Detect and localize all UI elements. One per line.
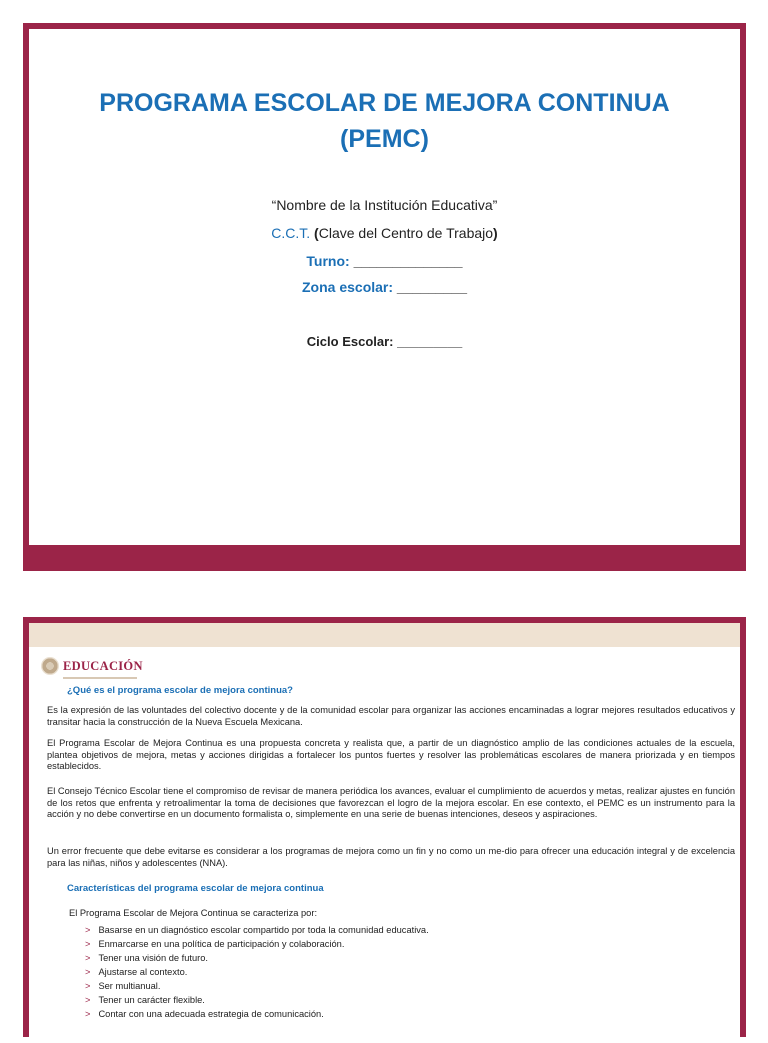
cover-page-body xyxy=(29,29,740,545)
chevron-right-icon: > xyxy=(85,967,91,977)
content-page xyxy=(23,617,746,1037)
paragraph-2: El Programa Escolar de Mejora Continua es una propuesta concreta y realista que, a partir de un diagnóstico amplio de las condiciones actuales de la escuela, plantea objetivos de mejora, metas y acciones dirigidas a fortalecer los puntos fuertes y resolver las problemáticas escolares de manera priorizada y en tiempos establecidos. xyxy=(47,738,735,772)
chevron-right-icon: > xyxy=(85,939,91,949)
list-item: > Enmarcarse en una política de participación y colaboración. xyxy=(85,939,345,949)
list-item: > Tener un carácter flexible. xyxy=(85,995,205,1005)
turno-label: Turno: xyxy=(306,253,350,269)
ciclo-label: Ciclo Escolar: xyxy=(306,334,394,349)
chevron-right-icon: > xyxy=(85,981,91,991)
turno-blank: ______________ xyxy=(353,253,463,269)
ciclo-blank: _________ xyxy=(397,334,463,349)
cct-close-paren: ) xyxy=(493,225,498,241)
chevron-right-icon: > xyxy=(85,953,91,963)
logo-text: EDUCACIÓN xyxy=(63,658,143,673)
characteristics-list xyxy=(85,923,429,1021)
section-heading-characteristics: Características del programa escolar de mejora continua xyxy=(67,883,324,894)
list-item: > Ajustarse al contexto. xyxy=(85,967,188,977)
paragraph-1: Es la expresión de las voluntades del colectivo docente y de la comunidad escolar para organizar las acciones encaminadas a lograr mejores resultados educativos y transitar hacia la construcción de la Nueva Escuela Mexicana. xyxy=(47,705,735,727)
cover-title-line1: PROGRAMA ESCOLAR DE MEJORA CONTINUA xyxy=(99,89,670,117)
cover-title xyxy=(29,85,740,157)
zona-label: Zona escolar: xyxy=(302,279,394,295)
ciclo-line xyxy=(29,334,740,349)
zona-line xyxy=(29,279,740,295)
paragraph-4: Un error frecuente que debe evitarse es considerar a los programas de mejora como un fin y no como un me-dio para ofrecer una educación integral y de excelencia para las niñas, niños y adolescentes (NNA). xyxy=(47,846,735,868)
cct-line xyxy=(29,225,740,241)
content-page-body xyxy=(29,623,740,1043)
list-item: > Contar con una adecuada estrategia de comunicación. xyxy=(85,1009,324,1019)
zona-blank: _________ xyxy=(396,279,467,295)
national-seal-icon xyxy=(41,657,59,675)
logo-underline xyxy=(63,677,137,679)
list-intro: El Programa Escolar de Mejora Continua se caracteriza por: xyxy=(69,908,318,918)
chevron-right-icon: > xyxy=(85,995,91,1005)
cct-text: Clave del Centro de Trabajo xyxy=(318,225,494,241)
list-item: > Basarse en un diagnóstico escolar compartido por toda la comunidad educativa. xyxy=(85,925,429,935)
header-band xyxy=(29,623,740,647)
section-heading-what: ¿Qué es el programa escolar de mejora continua? xyxy=(67,685,293,696)
cover-title-line2: (PEMC) xyxy=(340,125,429,153)
turno-line xyxy=(29,253,740,269)
paragraph-3: El Consejo Técnico Escolar tiene el compromiso de revisar de manera periódica los avances, evaluar el cumplimiento de acuerdos y metas, realizar ajustes en función de los retos que enfrenta y retroalimentar la toma de decisiones que favorezcan el logro de la mejora escolar. En ese contexto, el PEMC es un instrumento para la acción y no debe convertirse en un documento formalista o, simplemente en una serie de buenas intenciones, deseos y aspiraciones. xyxy=(47,786,735,820)
institution-name: “Nombre de la Institución Educativa” xyxy=(271,197,498,213)
list-item: > Ser multianual. xyxy=(85,981,161,991)
cover-page xyxy=(23,23,746,571)
educacion-logo xyxy=(41,655,143,677)
cct-label: C.C.T. xyxy=(271,225,311,241)
chevron-right-icon: > xyxy=(85,925,91,935)
chevron-right-icon: > xyxy=(85,1009,91,1019)
list-item: > Tener una visión de futuro. xyxy=(85,953,209,963)
cct-open-paren: ( xyxy=(314,225,319,241)
